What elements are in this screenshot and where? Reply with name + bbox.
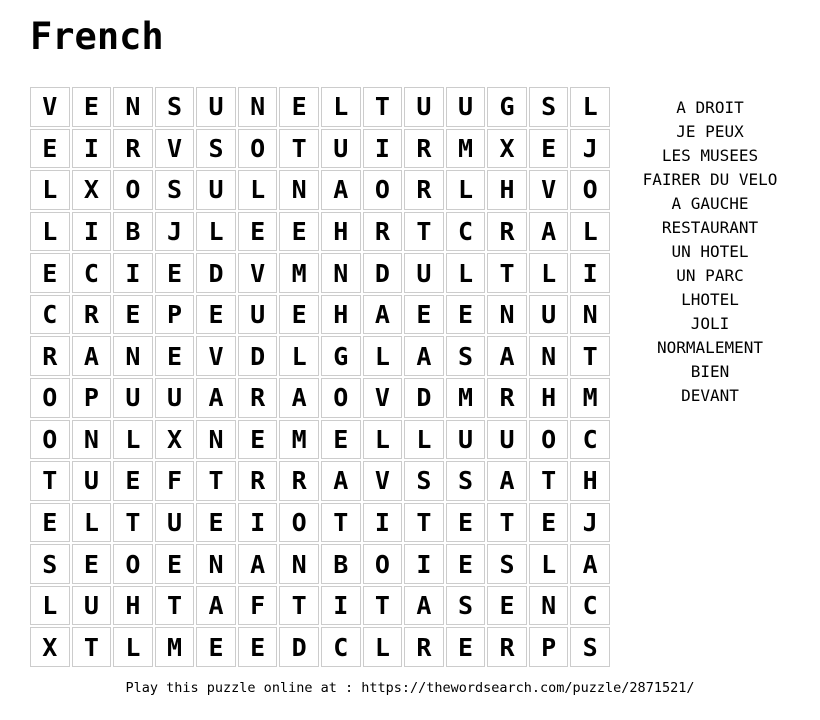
grid-cell[interactable]: H xyxy=(570,461,610,501)
grid-cell[interactable]: N xyxy=(321,253,361,293)
grid-cell[interactable]: V xyxy=(363,378,403,418)
grid-cell[interactable]: E xyxy=(446,544,486,584)
grid-cell[interactable]: E xyxy=(529,503,569,543)
grid-cell[interactable]: L xyxy=(113,420,153,460)
grid-cell[interactable]: B xyxy=(113,212,153,252)
grid-cell[interactable]: L xyxy=(196,212,236,252)
grid-cell[interactable]: X xyxy=(30,627,70,667)
grid-cell[interactable]: R xyxy=(30,336,70,376)
grid-cell[interactable]: E xyxy=(279,212,319,252)
grid-cell[interactable]: R xyxy=(487,627,527,667)
grid-cell[interactable]: A xyxy=(487,461,527,501)
grid-cell[interactable]: I xyxy=(72,212,112,252)
grid-cell[interactable]: L xyxy=(446,170,486,210)
grid-cell[interactable]: E xyxy=(196,503,236,543)
grid-cell[interactable]: M xyxy=(279,420,319,460)
grid-cell[interactable]: T xyxy=(321,503,361,543)
word-list-item: NORMALEMENT xyxy=(657,338,763,357)
grid-cell[interactable]: N xyxy=(529,586,569,626)
grid-cell[interactable]: T xyxy=(30,461,70,501)
grid-cell[interactable]: R xyxy=(363,212,403,252)
grid-cell[interactable]: R xyxy=(238,378,278,418)
grid-cell[interactable]: O xyxy=(363,170,403,210)
grid-cell[interactable]: L xyxy=(529,544,569,584)
grid-cell[interactable]: R xyxy=(487,378,527,418)
grid-cell[interactable]: A xyxy=(72,336,112,376)
grid-cell[interactable]: M xyxy=(446,378,486,418)
grid-cell[interactable]: N xyxy=(196,420,236,460)
grid-cell[interactable]: M xyxy=(279,253,319,293)
grid-cell[interactable]: V xyxy=(363,461,403,501)
grid-cell[interactable]: E xyxy=(30,253,70,293)
grid-cell[interactable]: J xyxy=(570,503,610,543)
grid-cell[interactable]: U xyxy=(72,586,112,626)
grid-cell[interactable]: L xyxy=(404,420,444,460)
word-list-item: A GAUCHE xyxy=(671,194,749,213)
grid-cell[interactable]: U xyxy=(155,378,195,418)
grid-cell[interactable]: C xyxy=(72,253,112,293)
word-list-item: JOLI xyxy=(690,314,730,333)
word-list-item: LHOTEL xyxy=(681,290,739,309)
grid-cell[interactable]: N xyxy=(238,87,278,127)
grid-cell[interactable]: E xyxy=(238,212,278,252)
grid-cell[interactable]: E xyxy=(113,461,153,501)
grid-cell[interactable]: H xyxy=(529,378,569,418)
word-list-item: BIEN xyxy=(690,362,730,381)
grid-cell[interactable]: E xyxy=(113,295,153,335)
grid-cell[interactable]: U xyxy=(529,295,569,335)
grid-cell[interactable]: S xyxy=(446,336,486,376)
grid-cell[interactable]: E xyxy=(72,544,112,584)
grid-cell[interactable]: R xyxy=(487,212,527,252)
grid-cell[interactable]: E xyxy=(238,627,278,667)
grid-cell[interactable]: T xyxy=(155,586,195,626)
grid-cell[interactable]: T xyxy=(570,336,610,376)
grid-cell[interactable]: J xyxy=(155,212,195,252)
grid-cell[interactable]: R xyxy=(72,295,112,335)
grid-cell[interactable]: L xyxy=(321,87,361,127)
grid-cell[interactable]: U xyxy=(196,87,236,127)
grid-cell[interactable]: E xyxy=(30,503,70,543)
grid-cell[interactable]: S xyxy=(196,129,236,169)
grid-cell[interactable]: I xyxy=(321,586,361,626)
grid-cell[interactable]: A xyxy=(196,378,236,418)
grid-cell[interactable]: U xyxy=(404,253,444,293)
grid-cell[interactable]: T xyxy=(279,129,319,169)
grid-cell[interactable]: N xyxy=(570,295,610,335)
grid-cell[interactable]: R xyxy=(238,461,278,501)
grid-cell[interactable]: E xyxy=(279,295,319,335)
grid-cell[interactable]: P xyxy=(72,378,112,418)
grid-cell[interactable]: N xyxy=(113,87,153,127)
grid-cell[interactable]: C xyxy=(570,420,610,460)
grid-cell[interactable]: X xyxy=(155,420,195,460)
grid-cell[interactable]: N xyxy=(279,170,319,210)
grid-cell[interactable]: H xyxy=(321,212,361,252)
grid-cell[interactable]: T xyxy=(404,212,444,252)
grid-cell[interactable]: H xyxy=(321,295,361,335)
word-list xyxy=(610,96,810,408)
grid-cell[interactable]: A xyxy=(529,212,569,252)
grid-cell[interactable]: U xyxy=(155,503,195,543)
grid-cell[interactable]: I xyxy=(363,129,403,169)
grid-cell[interactable]: J xyxy=(570,129,610,169)
grid-cell[interactable]: A xyxy=(404,586,444,626)
grid-cell[interactable]: N xyxy=(196,544,236,584)
grid-cell[interactable]: D xyxy=(404,378,444,418)
grid-cell[interactable]: T xyxy=(72,627,112,667)
grid-cell[interactable]: L xyxy=(238,170,278,210)
grid-cell[interactable]: O xyxy=(570,170,610,210)
grid-cell[interactable]: P xyxy=(155,295,195,335)
grid-cell[interactable]: M xyxy=(570,378,610,418)
grid-cell[interactable]: O xyxy=(238,129,278,169)
grid-cell[interactable]: I xyxy=(570,253,610,293)
grid-cell[interactable]: O xyxy=(30,378,70,418)
grid-cell[interactable]: E xyxy=(446,503,486,543)
grid-cell[interactable]: O xyxy=(321,378,361,418)
grid-cell[interactable]: S xyxy=(30,544,70,584)
grid-cell[interactable]: E xyxy=(321,420,361,460)
grid-cell[interactable]: S xyxy=(446,586,486,626)
grid-cell[interactable]: L xyxy=(363,627,403,667)
grid-cell[interactable]: T xyxy=(363,87,403,127)
grid-cell[interactable]: G xyxy=(487,87,527,127)
grid-cell[interactable]: A xyxy=(404,336,444,376)
grid-cell[interactable]: E xyxy=(155,544,195,584)
grid-cell[interactable]: T xyxy=(363,586,403,626)
grid-cell[interactable]: T xyxy=(404,503,444,543)
grid-cell[interactable]: N xyxy=(279,544,319,584)
grid-cell[interactable]: E xyxy=(404,295,444,335)
grid-cell[interactable]: E xyxy=(155,336,195,376)
grid-cell[interactable]: A xyxy=(321,170,361,210)
word-list-item: UN PARC xyxy=(676,266,744,285)
grid-cell[interactable]: U xyxy=(321,129,361,169)
grid-cell[interactable]: I xyxy=(404,544,444,584)
word-list-item: A DROIT xyxy=(676,98,744,117)
grid-cell[interactable]: A xyxy=(321,461,361,501)
grid-cell[interactable]: T xyxy=(196,461,236,501)
grid-cell[interactable]: O xyxy=(529,420,569,460)
grid-cell[interactable]: V xyxy=(529,170,569,210)
word-list-item: UN HOTEL xyxy=(671,242,749,261)
grid-cell[interactable]: L xyxy=(529,253,569,293)
grid-cell[interactable]: O xyxy=(279,503,319,543)
grid-cell[interactable]: A xyxy=(238,544,278,584)
grid-cell[interactable]: G xyxy=(321,336,361,376)
grid-cell[interactable]: H xyxy=(113,586,153,626)
grid-cell[interactable]: E xyxy=(238,420,278,460)
grid-cell[interactable]: S xyxy=(155,170,195,210)
word-list-item: FAIRER DU VELO xyxy=(642,170,778,189)
grid-cell[interactable]: D xyxy=(279,627,319,667)
grid-cell[interactable]: S xyxy=(487,544,527,584)
grid-cell[interactable]: E xyxy=(529,129,569,169)
grid-cell[interactable]: U xyxy=(113,378,153,418)
grid-cell[interactable]: D xyxy=(363,253,403,293)
grid-cell[interactable]: I xyxy=(72,129,112,169)
grid-cell[interactable]: F xyxy=(238,586,278,626)
grid-cell[interactable]: R xyxy=(113,129,153,169)
grid-cell[interactable]: T xyxy=(487,253,527,293)
grid-cell[interactable]: T xyxy=(529,461,569,501)
grid-cell[interactable]: E xyxy=(30,129,70,169)
grid-cell[interactable]: A xyxy=(363,295,403,335)
grid-cell[interactable]: N xyxy=(529,336,569,376)
grid-cell[interactable]: O xyxy=(30,420,70,460)
grid-cell[interactable]: B xyxy=(321,544,361,584)
grid-cell[interactable]: A xyxy=(196,586,236,626)
grid-cell[interactable]: I xyxy=(363,503,403,543)
grid-cell[interactable]: E xyxy=(446,627,486,667)
grid-cell[interactable]: M xyxy=(446,129,486,169)
grid-cell[interactable]: U xyxy=(446,420,486,460)
grid-cell[interactable]: N xyxy=(487,295,527,335)
grid-cell[interactable]: R xyxy=(404,170,444,210)
grid-cell[interactable]: X xyxy=(487,129,527,169)
grid-cell[interactable]: E xyxy=(196,295,236,335)
grid-cell[interactable]: N xyxy=(113,336,153,376)
grid-cell[interactable]: U xyxy=(238,295,278,335)
grid-cell[interactable]: V xyxy=(30,87,70,127)
grid-cell[interactable]: T xyxy=(487,503,527,543)
word-search-grid xyxy=(30,87,610,667)
grid-cell[interactable]: D xyxy=(196,253,236,293)
grid-cell[interactable]: T xyxy=(279,586,319,626)
grid-cell[interactable]: U xyxy=(72,461,112,501)
grid-cell[interactable]: L xyxy=(363,336,403,376)
puzzle-title: French xyxy=(30,15,164,58)
grid-cell[interactable]: L xyxy=(570,87,610,127)
grid-cell[interactable]: N xyxy=(72,420,112,460)
grid-cell[interactable]: L xyxy=(446,253,486,293)
grid-cell[interactable]: M xyxy=(155,627,195,667)
grid-cell[interactable]: E xyxy=(72,87,112,127)
grid-cell[interactable]: A xyxy=(487,336,527,376)
grid-cell[interactable]: I xyxy=(113,253,153,293)
grid-cell[interactable]: S xyxy=(529,87,569,127)
grid-cell[interactable]: L xyxy=(113,627,153,667)
grid-cell[interactable]: O xyxy=(363,544,403,584)
grid-cell[interactable]: F xyxy=(155,461,195,501)
grid-cell[interactable]: D xyxy=(238,336,278,376)
grid-cell[interactable]: O xyxy=(113,170,153,210)
word-list-item: LES MUSEES xyxy=(661,146,759,165)
grid-cell[interactable]: R xyxy=(279,461,319,501)
grid-cell[interactable]: E xyxy=(446,295,486,335)
grid-cell[interactable]: X xyxy=(72,170,112,210)
grid-cell[interactable]: U xyxy=(446,87,486,127)
grid-cell[interactable]: T xyxy=(113,503,153,543)
grid-cell[interactable]: L xyxy=(570,212,610,252)
grid-cell[interactable]: S xyxy=(446,461,486,501)
grid-cell[interactable]: S xyxy=(404,461,444,501)
grid-cell[interactable]: V xyxy=(238,253,278,293)
grid-cell[interactable]: L xyxy=(30,212,70,252)
grid-cell[interactable]: S xyxy=(155,87,195,127)
grid-cell[interactable]: E xyxy=(196,627,236,667)
grid-cell[interactable]: S xyxy=(570,627,610,667)
grid-cell[interactable]: A xyxy=(279,378,319,418)
grid-cell[interactable]: A xyxy=(570,544,610,584)
word-list-item: JE PEUX xyxy=(676,122,744,141)
grid-cell[interactable]: L xyxy=(279,336,319,376)
grid-cell[interactable]: C xyxy=(321,627,361,667)
grid-cell[interactable]: U xyxy=(487,420,527,460)
grid-cell[interactable]: C xyxy=(30,295,70,335)
grid-cell[interactable]: L xyxy=(72,503,112,543)
grid-cell[interactable]: E xyxy=(279,87,319,127)
grid-cell[interactable]: E xyxy=(487,586,527,626)
grid-cell[interactable]: U xyxy=(404,87,444,127)
word-list-item: DEVANT xyxy=(681,386,739,405)
grid-cell[interactable]: L xyxy=(30,586,70,626)
grid-cell[interactable]: V xyxy=(196,336,236,376)
grid-cell[interactable]: R xyxy=(404,627,444,667)
grid-cell[interactable]: L xyxy=(30,170,70,210)
grid-cell[interactable]: E xyxy=(155,253,195,293)
grid-cell[interactable]: V xyxy=(155,129,195,169)
grid-cell[interactable]: C xyxy=(570,586,610,626)
grid-cell[interactable]: P xyxy=(529,627,569,667)
grid-cell[interactable]: U xyxy=(196,170,236,210)
grid-cell[interactable]: R xyxy=(404,129,444,169)
word-list-item: RESTAURANT xyxy=(661,218,759,237)
grid-cell[interactable]: H xyxy=(487,170,527,210)
grid-cell[interactable]: L xyxy=(363,420,403,460)
grid-cell[interactable]: I xyxy=(238,503,278,543)
grid-cell[interactable]: C xyxy=(446,212,486,252)
grid-cell[interactable]: O xyxy=(113,544,153,584)
footer-play-online-text: Play this puzzle online at : https://thewordsearch.com/puzzle/2871521/ xyxy=(125,680,695,696)
